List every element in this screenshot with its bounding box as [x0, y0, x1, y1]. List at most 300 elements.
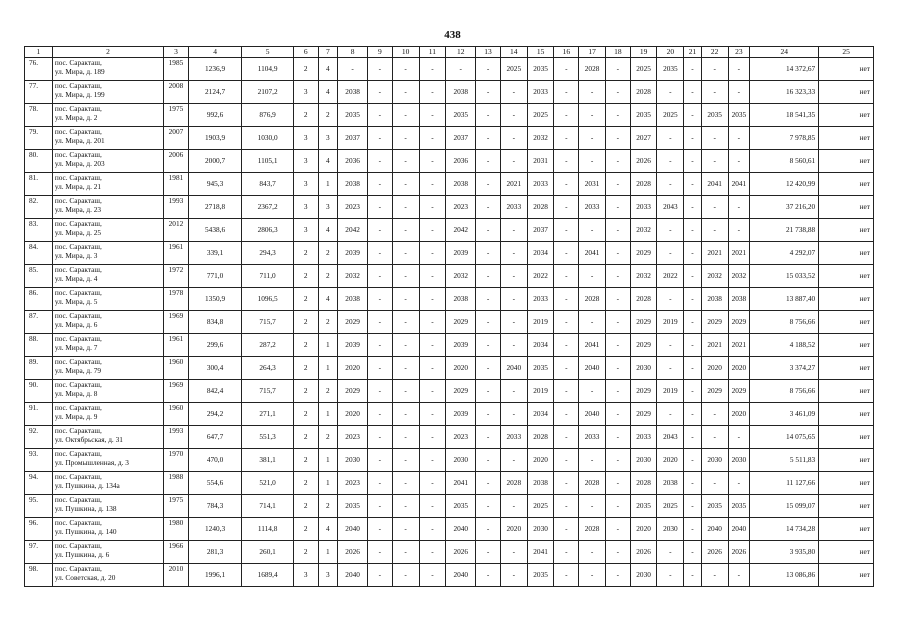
year-cell: 1961 [164, 242, 189, 265]
value-cell: - [701, 127, 728, 150]
value-cell: 2031 [527, 150, 554, 173]
value-cell: - [701, 150, 728, 173]
value-cell: 2039 [338, 242, 368, 265]
value-cell: 1 [318, 541, 338, 564]
column-header-12: 12 [446, 47, 476, 58]
year-cell: 2006 [164, 150, 189, 173]
value-cell: - [554, 357, 579, 380]
value-cell: 2035 [446, 104, 476, 127]
value-cell: - [605, 380, 630, 403]
value-cell: - [684, 196, 702, 219]
value-cell: - [684, 127, 702, 150]
value-cell: 2030 [446, 449, 476, 472]
value-cell: - [605, 541, 630, 564]
value-cell: - [419, 288, 446, 311]
value-cell: - [554, 265, 579, 288]
value-cell: 554,6 [188, 472, 242, 495]
cost-cell: 15 099,07 [750, 495, 819, 518]
value-cell: - [476, 173, 501, 196]
value-cell: 1096,5 [242, 288, 294, 311]
cost-cell: 13 086,86 [750, 564, 819, 587]
value-cell: - [392, 265, 419, 288]
table-row [25, 219, 874, 242]
year-cell: 1961 [164, 334, 189, 357]
value-cell: 2033 [630, 426, 657, 449]
value-cell: - [657, 150, 684, 173]
year-cell: 1972 [164, 265, 189, 288]
value-cell: - [476, 104, 501, 127]
value-cell: 2040 [579, 357, 606, 380]
flag-cell: нет [819, 495, 874, 518]
value-cell: 2029 [338, 380, 368, 403]
value-cell: 2 [318, 311, 338, 334]
value-cell: - [701, 196, 728, 219]
address-cell: пос. Саракташ, ул. Пушкина, д. 140 [52, 518, 163, 541]
value-cell: - [657, 288, 684, 311]
value-cell: - [368, 81, 393, 104]
value-cell: - [579, 104, 606, 127]
value-cell: - [476, 81, 501, 104]
value-cell: 271,1 [242, 403, 294, 426]
value-cell: - [500, 403, 527, 426]
value-cell: - [657, 242, 684, 265]
row-number: 80. [25, 150, 53, 173]
value-cell: - [419, 219, 446, 242]
value-cell: 287,2 [242, 334, 294, 357]
table-row [25, 518, 874, 541]
value-cell: 2 [293, 426, 318, 449]
address-cell: пос. Саракташ, ул. Мира, д. 3 [52, 242, 163, 265]
value-cell: - [476, 380, 501, 403]
value-cell: - [684, 265, 702, 288]
value-cell: - [476, 541, 501, 564]
value-cell: 2029 [338, 311, 368, 334]
value-cell: 2 [293, 472, 318, 495]
value-cell: 2029 [630, 380, 657, 403]
year-cell: 1993 [164, 196, 189, 219]
value-cell: 2124,7 [188, 81, 242, 104]
value-cell: 1236,9 [188, 58, 242, 81]
value-cell: 2043 [657, 426, 684, 449]
row-number: 97. [25, 541, 53, 564]
row-number: 90. [25, 380, 53, 403]
value-cell: - [554, 380, 579, 403]
value-cell: - [728, 81, 750, 104]
value-cell: 3 [293, 196, 318, 219]
table-row [25, 58, 874, 81]
value-cell: - [392, 380, 419, 403]
year-cell: 2007 [164, 127, 189, 150]
value-cell: - [419, 334, 446, 357]
value-cell: 2030 [338, 449, 368, 472]
value-cell: 1104,9 [242, 58, 294, 81]
flag-cell: нет [819, 219, 874, 242]
value-cell: - [419, 196, 446, 219]
value-cell: - [368, 311, 393, 334]
value-cell: 2033 [527, 288, 554, 311]
value-cell: - [392, 288, 419, 311]
value-cell: 2030 [630, 564, 657, 587]
value-cell: - [554, 311, 579, 334]
value-cell: - [392, 518, 419, 541]
value-cell: 2037 [338, 127, 368, 150]
value-cell: 2038 [338, 81, 368, 104]
value-cell: 842,4 [188, 380, 242, 403]
table-row [25, 541, 874, 564]
value-cell: - [579, 150, 606, 173]
value-cell: 2023 [338, 472, 368, 495]
value-cell: - [728, 127, 750, 150]
column-header-16: 16 [554, 47, 579, 58]
value-cell: 2041 [701, 173, 728, 196]
value-cell: - [476, 58, 501, 81]
value-cell: 2041 [728, 173, 750, 196]
value-cell: - [701, 58, 728, 81]
value-cell: 2025 [630, 58, 657, 81]
value-cell: - [605, 426, 630, 449]
year-cell: 1975 [164, 495, 189, 518]
cost-cell: 37 216,20 [750, 196, 819, 219]
flag-cell: нет [819, 196, 874, 219]
value-cell: - [684, 426, 702, 449]
value-cell: - [728, 58, 750, 81]
value-cell: 2027 [630, 127, 657, 150]
value-cell: - [554, 495, 579, 518]
value-cell: - [368, 265, 393, 288]
value-cell: - [554, 58, 579, 81]
value-cell: - [684, 242, 702, 265]
value-cell: - [419, 426, 446, 449]
value-cell: 2038 [527, 472, 554, 495]
value-cell: - [419, 564, 446, 587]
cost-cell: 18 541,35 [750, 104, 819, 127]
flag-cell: нет [819, 150, 874, 173]
value-cell: 2034 [527, 334, 554, 357]
value-cell: - [579, 449, 606, 472]
value-cell: 2035 [728, 104, 750, 127]
table-row [25, 357, 874, 380]
value-cell: - [684, 403, 702, 426]
value-cell: 2023 [338, 196, 368, 219]
cost-cell: 4 188,52 [750, 334, 819, 357]
value-cell: 2 [293, 495, 318, 518]
value-cell: - [392, 541, 419, 564]
value-cell: - [419, 173, 446, 196]
value-cell: 281,3 [188, 541, 242, 564]
value-cell: - [684, 449, 702, 472]
value-cell: 2 [293, 541, 318, 564]
value-cell: 2029 [630, 311, 657, 334]
value-cell: 1 [318, 449, 338, 472]
cost-cell: 3 374,27 [750, 357, 819, 380]
column-header-20: 20 [657, 47, 684, 58]
value-cell: - [392, 242, 419, 265]
column-header-25: 25 [819, 47, 874, 58]
value-cell: 339,1 [188, 242, 242, 265]
flag-cell: нет [819, 242, 874, 265]
value-cell: 2020 [338, 357, 368, 380]
address-cell: пос. Саракташ, ул. Мира, д. 2 [52, 104, 163, 127]
year-cell: 1993 [164, 426, 189, 449]
value-cell: - [500, 541, 527, 564]
value-cell: - [368, 242, 393, 265]
value-cell: - [476, 288, 501, 311]
value-cell: 2038 [728, 288, 750, 311]
value-cell: 2032 [630, 265, 657, 288]
row-number: 82. [25, 196, 53, 219]
value-cell: 294,2 [188, 403, 242, 426]
year-cell: 1975 [164, 104, 189, 127]
value-cell: - [657, 81, 684, 104]
value-cell: 2020 [630, 518, 657, 541]
value-cell: - [554, 426, 579, 449]
value-cell: - [554, 173, 579, 196]
value-cell: - [605, 219, 630, 242]
value-cell: 876,9 [242, 104, 294, 127]
year-cell: 1988 [164, 472, 189, 495]
value-cell: - [392, 219, 419, 242]
value-cell: 2035 [630, 495, 657, 518]
value-cell: - [605, 334, 630, 357]
value-cell: - [419, 127, 446, 150]
address-cell: пос. Саракташ, ул. Мира, д. 23 [52, 196, 163, 219]
value-cell: - [392, 426, 419, 449]
value-cell: 2032 [701, 265, 728, 288]
value-cell: - [554, 472, 579, 495]
value-cell: - [579, 541, 606, 564]
value-cell: - [419, 380, 446, 403]
value-cell: 1 [318, 357, 338, 380]
value-cell: 2033 [527, 173, 554, 196]
value-cell: 2040 [579, 403, 606, 426]
value-cell: 714,1 [242, 495, 294, 518]
row-number: 89. [25, 357, 53, 380]
value-cell: 2039 [338, 334, 368, 357]
value-cell: - [476, 403, 501, 426]
value-cell: 2020 [500, 518, 527, 541]
value-cell: 2029 [630, 334, 657, 357]
value-cell: 2028 [500, 472, 527, 495]
address-cell: пос. Саракташ, ул. Мира, д. 189 [52, 58, 163, 81]
value-cell: 2022 [527, 265, 554, 288]
value-cell: 2040 [728, 518, 750, 541]
value-cell: 3 [293, 81, 318, 104]
value-cell: 2038 [701, 288, 728, 311]
value-cell: - [419, 357, 446, 380]
address-cell: пос. Саракташ, ул. Пушкина, д. 134а [52, 472, 163, 495]
value-cell: 2020 [657, 449, 684, 472]
value-cell: 521,0 [242, 472, 294, 495]
table-row [25, 495, 874, 518]
value-cell: 2 [293, 265, 318, 288]
value-cell: - [500, 242, 527, 265]
table-row [25, 426, 874, 449]
value-cell: 2020 [527, 449, 554, 472]
cost-cell: 16 323,33 [750, 81, 819, 104]
value-cell: - [368, 219, 393, 242]
value-cell: - [392, 127, 419, 150]
value-cell: 2028 [579, 472, 606, 495]
value-cell: 3 [318, 127, 338, 150]
value-cell: 2 [318, 495, 338, 518]
value-cell: - [476, 495, 501, 518]
address-cell: пос. Саракташ, ул. Пушкина, д. 138 [52, 495, 163, 518]
value-cell: 843,7 [242, 173, 294, 196]
value-cell: - [392, 357, 419, 380]
value-cell: - [605, 265, 630, 288]
flag-cell: нет [819, 173, 874, 196]
value-cell: 1 [318, 173, 338, 196]
table-row [25, 104, 874, 127]
value-cell: - [684, 380, 702, 403]
cost-cell: 8 756,66 [750, 380, 819, 403]
year-cell: 1981 [164, 173, 189, 196]
value-cell: 2043 [657, 196, 684, 219]
value-cell: 2025 [527, 104, 554, 127]
value-cell: 2042 [338, 219, 368, 242]
value-cell: 2019 [657, 311, 684, 334]
value-cell: - [419, 58, 446, 81]
value-cell: - [684, 219, 702, 242]
value-cell: 299,6 [188, 334, 242, 357]
value-cell: 2 [293, 403, 318, 426]
value-cell: - [701, 403, 728, 426]
value-cell: 2035 [701, 495, 728, 518]
value-cell: 2021 [728, 334, 750, 357]
value-cell: 1689,4 [242, 564, 294, 587]
value-cell: - [554, 334, 579, 357]
value-cell: - [728, 196, 750, 219]
value-cell: 260,1 [242, 541, 294, 564]
value-cell: - [605, 242, 630, 265]
value-cell: - [579, 311, 606, 334]
year-cell: 1970 [164, 449, 189, 472]
value-cell: 2032 [527, 127, 554, 150]
value-cell: - [701, 81, 728, 104]
table-row [25, 564, 874, 587]
row-number: 87. [25, 311, 53, 334]
value-cell: 2026 [630, 150, 657, 173]
value-cell: 2020 [338, 403, 368, 426]
value-cell: 1240,3 [188, 518, 242, 541]
value-cell: - [476, 127, 501, 150]
value-cell: - [684, 173, 702, 196]
value-cell: - [605, 150, 630, 173]
value-cell: - [500, 127, 527, 150]
value-cell: - [554, 150, 579, 173]
value-cell: 2041 [527, 541, 554, 564]
value-cell: - [500, 81, 527, 104]
value-cell: 2025 [657, 495, 684, 518]
column-header-13: 13 [476, 47, 501, 58]
column-header-23: 23 [728, 47, 750, 58]
value-cell: 264,3 [242, 357, 294, 380]
table-row [25, 334, 874, 357]
value-cell: 647,7 [188, 426, 242, 449]
value-cell: 2035 [338, 495, 368, 518]
value-cell: - [579, 219, 606, 242]
value-cell: 2030 [701, 449, 728, 472]
value-cell: 3 [293, 564, 318, 587]
value-cell: 2 [293, 334, 318, 357]
value-cell: - [476, 518, 501, 541]
table-row [25, 150, 874, 173]
value-cell: - [368, 173, 393, 196]
value-cell: 2029 [630, 403, 657, 426]
value-cell: - [368, 150, 393, 173]
value-cell: - [579, 127, 606, 150]
cost-cell: 14 075,65 [750, 426, 819, 449]
row-number: 88. [25, 334, 53, 357]
value-cell: - [392, 403, 419, 426]
flag-cell: нет [819, 58, 874, 81]
value-cell: 2035 [527, 58, 554, 81]
value-cell: - [605, 564, 630, 587]
cost-cell: 3 461,09 [750, 403, 819, 426]
value-cell: 2035 [657, 58, 684, 81]
value-cell: - [554, 219, 579, 242]
value-cell: - [368, 472, 393, 495]
value-cell: - [701, 426, 728, 449]
value-cell: 1 [318, 472, 338, 495]
page-number: 438 [444, 29, 461, 41]
value-cell: 2038 [338, 173, 368, 196]
value-cell: 2038 [446, 288, 476, 311]
value-cell: - [701, 564, 728, 587]
address-cell: пос. Саракташ, ул. Мира, д. 203 [52, 150, 163, 173]
value-cell: - [579, 495, 606, 518]
value-cell: - [476, 334, 501, 357]
row-number: 96. [25, 518, 53, 541]
value-cell: - [419, 449, 446, 472]
column-header-1: 1 [25, 47, 53, 58]
value-cell: - [368, 426, 393, 449]
value-cell: 1 [318, 334, 338, 357]
value-cell: - [500, 334, 527, 357]
value-cell: - [657, 334, 684, 357]
value-cell: - [500, 380, 527, 403]
column-header-19: 19 [630, 47, 657, 58]
value-cell: 2019 [657, 380, 684, 403]
value-cell: 2033 [579, 426, 606, 449]
value-cell: - [605, 104, 630, 127]
flag-cell: нет [819, 357, 874, 380]
address-cell: пос. Саракташ, ул. Советская, д. 20 [52, 564, 163, 587]
cost-cell: 13 887,40 [750, 288, 819, 311]
value-cell: 2 [318, 426, 338, 449]
value-cell: 2033 [500, 426, 527, 449]
address-cell: пос. Саракташ, ул. Мира, д. 199 [52, 81, 163, 104]
row-number: 81. [25, 173, 53, 196]
value-cell: 2038 [338, 288, 368, 311]
value-cell: 2039 [446, 403, 476, 426]
flag-cell: нет [819, 265, 874, 288]
value-cell: 2035 [338, 104, 368, 127]
value-cell: 2029 [630, 242, 657, 265]
cost-cell: 15 033,52 [750, 265, 819, 288]
repair-schedule-table [24, 46, 874, 587]
year-cell: 1966 [164, 541, 189, 564]
value-cell: - [684, 495, 702, 518]
table-row [25, 173, 874, 196]
value-cell: 2 [318, 104, 338, 127]
value-cell: - [657, 219, 684, 242]
value-cell: - [392, 472, 419, 495]
value-cell: - [657, 403, 684, 426]
value-cell: - [419, 541, 446, 564]
value-cell: - [684, 472, 702, 495]
value-cell: 2034 [527, 403, 554, 426]
